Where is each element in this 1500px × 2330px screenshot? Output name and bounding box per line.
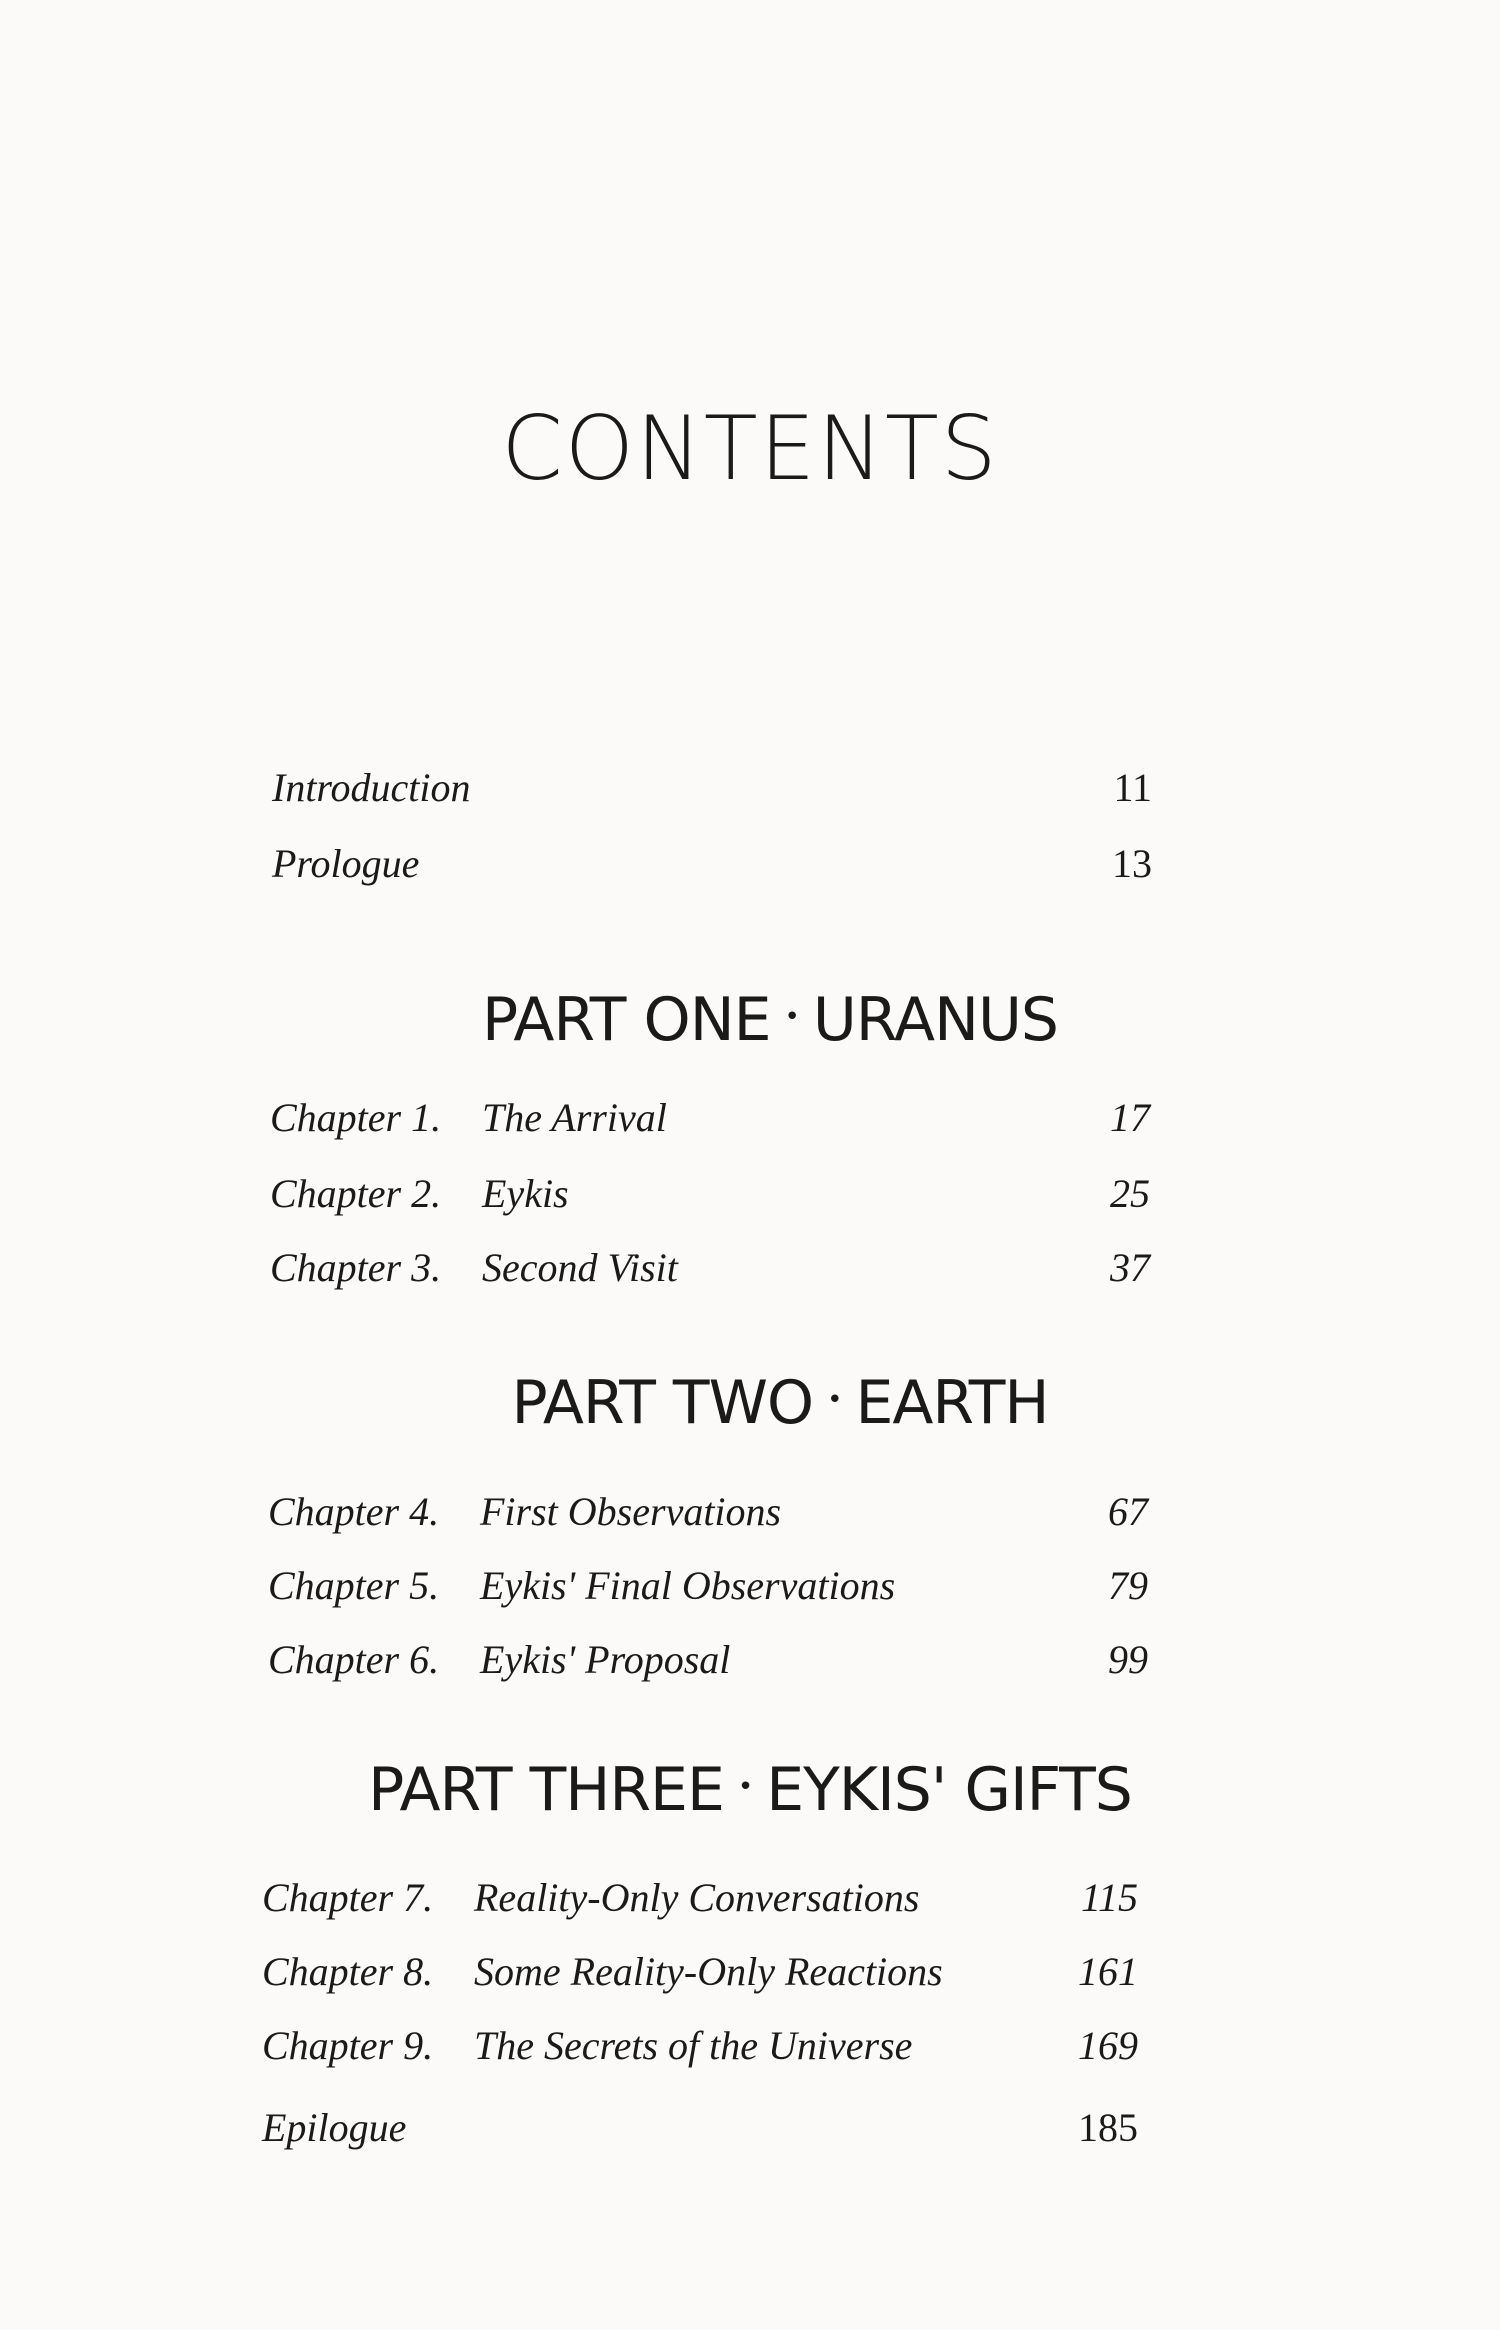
chapter-number: Chapter 4. <box>268 1489 440 1534</box>
toc-entry-chapter-3[interactable] <box>270 1240 1150 1296</box>
chapter-number: Chapter 5. <box>268 1563 440 1608</box>
toc-entry-epilogue[interactable] <box>262 2100 1138 2156</box>
part-label: PART TWO <box>511 1368 814 1438</box>
toc-entry-chapter-8[interactable] <box>262 1944 1138 2000</box>
page-title: CONTENTS <box>501 397 999 500</box>
toc-entry-label: Introduction <box>272 765 471 810</box>
bullet-icon: • <box>784 1002 799 1033</box>
chapter-title: Eykis <box>482 1171 569 1216</box>
bullet-icon: • <box>827 1385 842 1416</box>
part-heading-two <box>0 1368 1500 1438</box>
chapter-number: Chapter 3. <box>270 1245 442 1290</box>
part-label: PART ONE <box>482 985 771 1055</box>
toc-entry-page: 67 <box>1108 1489 1148 1534</box>
toc-entry-chapter-4[interactable] <box>268 1484 1148 1540</box>
toc-entry-page: 99 <box>1108 1637 1148 1682</box>
part-label: PART THREE <box>368 1755 724 1825</box>
chapter-title: Reality-Only Conversations <box>474 1875 920 1920</box>
toc-entry-chapter-9[interactable] <box>262 2018 1138 2074</box>
chapter-number: Chapter 8. <box>262 1949 434 1994</box>
chapter-title: Some Reality-Only Reactions <box>474 1949 943 1994</box>
toc-entry-page: 25 <box>1110 1171 1150 1216</box>
toc-entry-page: 37 <box>1110 1245 1150 1290</box>
bullet-icon: • <box>737 1772 753 1803</box>
part-heading-three <box>0 1755 1500 1825</box>
chapter-title: First Observations <box>480 1489 782 1534</box>
chapter-title: The Secrets of the Universe <box>474 2023 913 2068</box>
toc-entry-page: 115 <box>1080 1875 1138 1920</box>
toc-entry-chapter-5[interactable] <box>268 1558 1148 1614</box>
toc-entry-introduction[interactable] <box>272 760 1152 816</box>
part-heading-one <box>0 985 1500 1055</box>
toc-entry-page: 17 <box>1110 1095 1150 1140</box>
chapter-number: Chapter 6. <box>268 1637 440 1682</box>
toc-entry-chapter-7[interactable] <box>262 1870 1138 1926</box>
toc-entry-page: 169 <box>1078 2023 1138 2068</box>
chapter-number: Chapter 2. <box>270 1171 442 1216</box>
toc-entry-label: Epilogue <box>262 2105 407 2150</box>
toc-entry-prologue[interactable] <box>272 836 1152 892</box>
chapter-number: Chapter 1. <box>270 1095 442 1140</box>
part-name: EARTH <box>855 1368 1049 1438</box>
chapter-number: Chapter 7. <box>262 1875 434 1920</box>
part-name: EYKIS' GIFTS <box>766 1755 1132 1825</box>
chapter-number: Chapter 9. <box>262 2023 434 2068</box>
part-name: URANUS <box>812 985 1058 1055</box>
chapter-title: The Arrival <box>482 1095 667 1140</box>
toc-entry-page: 185 <box>1078 2105 1138 2150</box>
toc-entry-page: 11 <box>1113 765 1152 810</box>
toc-entry-label: Prologue <box>272 841 420 886</box>
toc-entry-page: 13 <box>1112 841 1152 886</box>
toc-entry-page: 161 <box>1078 1949 1138 1994</box>
toc-entry-page: 79 <box>1108 1563 1148 1608</box>
toc-entry-chapter-2[interactable] <box>270 1166 1150 1222</box>
chapter-title: Eykis' Proposal <box>480 1637 731 1682</box>
chapter-title: Second Visit <box>482 1245 678 1290</box>
toc-entry-chapter-1[interactable] <box>270 1090 1150 1146</box>
toc-entry-chapter-6[interactable] <box>268 1632 1148 1688</box>
chapter-title: Eykis' Final Observations <box>480 1563 896 1608</box>
